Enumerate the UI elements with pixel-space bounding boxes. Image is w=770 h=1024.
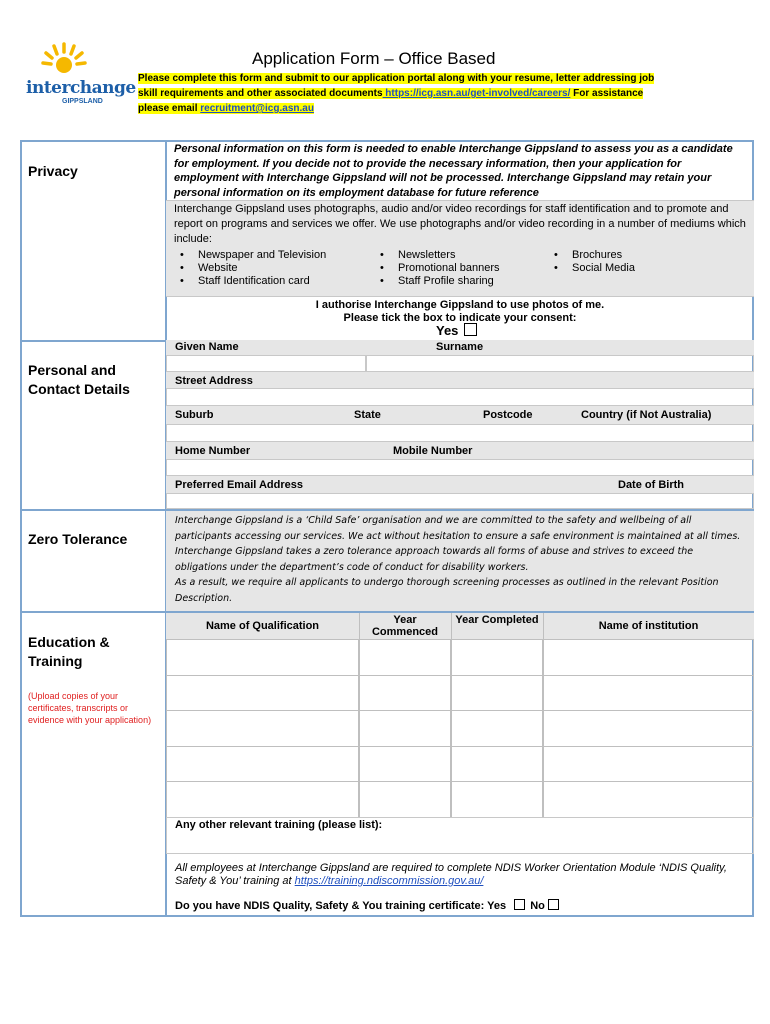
logo-wordmark: interchange [26, 78, 136, 98]
surname-label: Surname [436, 341, 484, 353]
consent-instruction: Please tick the box to indicate your consent: [343, 312, 577, 324]
street-address-label: Street Address [175, 375, 253, 387]
education-note: (Upload copies of your certificates, transcripts or evidence with your application) [28, 691, 152, 725]
suburb-label: Suburb [175, 409, 214, 421]
education-cell[interactable] [166, 746, 359, 783]
consent-yes [436, 323, 477, 338]
list-item: • Brochures [548, 249, 728, 262]
ndis-text [175, 862, 735, 888]
row-line [166, 200, 754, 201]
consent-block [166, 299, 754, 325]
column-divider [543, 613, 544, 639]
dob-label: Date of Birth [618, 479, 684, 491]
mediums-list-3 [548, 249, 728, 275]
education-cell[interactable] [359, 781, 451, 818]
street-label-row [166, 372, 754, 388]
zero-tolerance-heading: Zero Tolerance [28, 531, 128, 547]
ndis-question-text: Do you have NDIS Quality, Safety & You training certificate: Yes [175, 900, 507, 912]
page-title: Application Form – Office Based [252, 49, 496, 68]
list-item: • Website [174, 262, 374, 275]
row-line [166, 296, 754, 297]
ndis-yes-checkbox[interactable] [514, 899, 525, 910]
education-cell[interactable] [451, 710, 543, 747]
instructions-line2b: For assistance [570, 88, 644, 99]
col-completed: Year Completed [455, 614, 539, 626]
education-cell[interactable] [543, 639, 754, 676]
personal-heading: Personal and Contact Details [28, 362, 130, 397]
education-cell[interactable] [166, 639, 359, 676]
given-name-input[interactable] [166, 355, 366, 372]
instructions [138, 71, 678, 116]
col-commenced: Year Commenced [371, 614, 439, 638]
careers-link[interactable]: https://icg.asn.au/get-involved/careers/ [382, 88, 571, 99]
consent-checkbox[interactable] [464, 323, 477, 336]
photos-text: Interchange Gippsland uses photographs, audio and/or video recordings for staff identification and to promote and report on programs and services we offer. We use photographs and/or video recording in a number of mediums which include: [174, 203, 746, 245]
ndis-no-checkbox[interactable] [548, 899, 559, 910]
mobile-number-label: Mobile Number [393, 445, 473, 457]
section-divider [20, 611, 166, 613]
education-cell[interactable] [543, 675, 754, 712]
ndis-paragraph: All employees at Interchange Gippsland are required to complete NDIS Worker Orientation Module ‘NDIS Quality, Safety & You’ training at [175, 862, 727, 887]
column-divider [359, 613, 360, 639]
postcode-label: Postcode [483, 409, 533, 421]
column-divider [451, 613, 452, 639]
other-training-label: Any other relevant training (please list): [175, 819, 383, 831]
yes-label: Yes [436, 323, 459, 338]
education-cell[interactable] [166, 710, 359, 747]
privacy-statement: Personal information on this form is needed to enable Interchange Gippsland to assess you as a candidate for employment. If you decide not to provide the necessary information, then your application for employment with Interchange Gippsland will not be processed. Interchange Gippsland may retain your personal information on its employment database for future reference [174, 143, 733, 199]
interchange-logo [22, 40, 136, 110]
list-item: • Newsletters [374, 249, 544, 262]
zero-tolerance-paragraph-2: As a result, we require all applicants to undergo thorough screening processes as outlined in the relevant Position Description. [175, 577, 719, 604]
authorise-line: I authorise Interchange Gippsland to use photos of me. [315, 299, 605, 311]
email-label: Preferred Email Address [175, 479, 303, 491]
state-label: State [354, 409, 381, 421]
privacy-heading: Privacy [28, 163, 78, 179]
education-cell[interactable] [451, 639, 543, 676]
education-cell[interactable] [543, 781, 754, 818]
phone-input-row[interactable] [166, 459, 754, 476]
education-cell[interactable] [359, 639, 451, 676]
email-link[interactable]: recruitment@icg.asn.au [200, 103, 314, 114]
list-item: • Promotional banners [374, 262, 544, 275]
logo-subtext: GIPPSLAND [62, 98, 103, 105]
col-institution: Name of institution [598, 620, 699, 632]
suburb-input-row[interactable] [166, 424, 754, 442]
list-item: • Newspaper and Television [174, 249, 374, 262]
education-cell[interactable] [359, 675, 451, 712]
education-cell[interactable] [451, 781, 543, 818]
education-cell[interactable] [451, 746, 543, 783]
mediums-list-1 [174, 249, 374, 288]
section-divider [20, 340, 166, 342]
street-address-input[interactable] [166, 388, 754, 406]
ndis-no-label: No [530, 900, 545, 912]
section-divider [20, 509, 166, 511]
instructions-line3: please email [138, 103, 201, 114]
surname-input[interactable] [366, 355, 754, 372]
email-input-row[interactable] [166, 493, 754, 509]
ndis-link[interactable]: https://training.ndiscommission.gov.au/ [294, 875, 484, 887]
given-name-label: Given Name [175, 341, 239, 353]
education-cell[interactable] [543, 710, 754, 747]
home-number-label: Home Number [175, 445, 251, 457]
education-cell[interactable] [451, 675, 543, 712]
col-qualification: Name of Qualification [205, 620, 320, 632]
instructions-line2: skill requirements and other associated documents [138, 88, 383, 99]
list-item: • Staff Identification card [174, 275, 374, 288]
ndis-question [175, 899, 559, 912]
education-heading: Education & Training [28, 634, 110, 669]
education-cell[interactable] [359, 710, 451, 747]
country-label: Country (if Not Australia) [581, 409, 712, 421]
list-item: • Social Media [548, 262, 728, 275]
education-cell[interactable] [166, 781, 359, 818]
education-cell[interactable] [166, 675, 359, 712]
mediums-list-2 [374, 249, 544, 288]
list-item: • Staff Profile sharing [374, 275, 544, 288]
zero-tolerance-paragraph: Interchange Gippsland is a ‘Child Safe’ organisation and we are committed to the safety and wellbeing of all participants accessing our services. We act without hesitation to ensure a safe environment is maintained at all times. Interchange Gippsland takes a zero tolerance approach towards all forms of abuse and strives to exceed the obligations under the department’s code of conduct for disability workers. [175, 515, 741, 573]
zero-tolerance-text [175, 513, 747, 606]
education-cell[interactable] [543, 746, 754, 783]
instructions-line1: Please complete this form and submit to our application portal along with your resume, letter addressing job [138, 73, 655, 84]
education-cell[interactable] [359, 746, 451, 783]
